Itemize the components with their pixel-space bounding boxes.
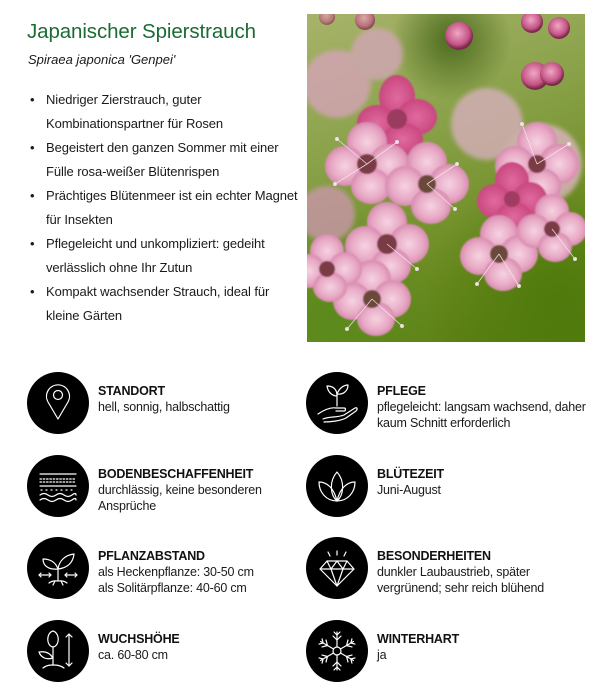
feature-winterhart (306, 620, 586, 684)
soil-layers-icon (27, 455, 89, 517)
bullet-text: Kompakt wachsender Strauch, ideal für kleine Gärten (46, 284, 270, 323)
feature-value: durchlässig, keine besonderen Ansprüche (98, 483, 262, 513)
plant-height-icon (27, 620, 89, 682)
feature-label: PFLANZABSTAND (98, 549, 205, 563)
botanical-name: Spiraea japonica 'Genpei' (28, 52, 176, 67)
flower-illustration (307, 14, 585, 342)
feature-pflege (306, 372, 586, 436)
feature-label: WUCHSHÖHE (98, 632, 180, 646)
product-photo (307, 14, 585, 342)
feature-value: Juni-August (377, 483, 441, 497)
feature-value: pflegeleicht: langsam wachsend, daher kaum Schnitt erforderlich (377, 400, 586, 430)
feature-value: ja (377, 648, 387, 662)
bullet-marker: • (30, 92, 35, 107)
bullet-text: Pflegeleicht und unkompliziert: gedeiht verlässlich ohne Ihr Zutun (46, 236, 265, 275)
diamond-icon (306, 537, 368, 599)
bullet-marker: • (30, 236, 35, 251)
bullet-item (28, 184, 298, 232)
feature-value-line: als Solitärpflanze: 40-60 cm (98, 580, 247, 595)
bullet-item (28, 136, 298, 184)
feature-value (98, 565, 313, 596)
bullet-text: Niedriger Zierstrauch, guter Kombinationspartner für Rosen (46, 92, 224, 131)
product-title: Japanischer Spierstrauch (27, 20, 256, 43)
plant-spacing-icon (27, 537, 89, 599)
feature-wuchshoehe (27, 620, 307, 684)
feature-value-line: als Heckenpflanze: 30-50 cm (98, 565, 254, 579)
feature-label: BLÜTEZEIT (377, 467, 444, 481)
feature-standort (27, 372, 307, 436)
plant-in-hand-icon (306, 372, 368, 434)
bullet-marker: • (30, 284, 35, 299)
snowflake-icon (306, 620, 368, 682)
feature-label: STANDORT (98, 384, 165, 398)
feature-bluetezeit (306, 455, 586, 519)
feature-label: BODENBESCHAFFENHEIT (98, 467, 254, 481)
feature-bullet-list (28, 88, 298, 328)
bullet-text: Begeistert den ganzen Sommer mit einer Fülle rosa-weißer Blütenrispen (46, 140, 279, 179)
feature-label: BESONDERHEITEN (377, 549, 491, 563)
bullet-item (28, 88, 298, 136)
bullet-item (28, 280, 298, 328)
feature-label: WINTERHART (377, 632, 460, 646)
feature-value: hell, sonnig, halbschattig (98, 400, 230, 414)
feature-bodenbeschaffenheit (27, 455, 307, 519)
feature-label: PFLEGE (377, 384, 426, 398)
lotus-flower-icon (306, 455, 368, 517)
feature-besonderheiten (306, 537, 586, 601)
feature-value: dunkler Laubaustrieb, später vergrünend; sehr reich blühend (377, 565, 545, 595)
feature-pflanzabstand (27, 537, 307, 601)
bullet-marker: • (30, 188, 35, 203)
bullet-text: Prächtiges Blütenmeer ist ein echter Magnet für Insekten (46, 188, 298, 227)
bullet-item (28, 232, 298, 280)
feature-value: ca. 60-80 cm (98, 648, 168, 662)
location-pin-icon (27, 372, 89, 434)
bullet-marker: • (30, 140, 35, 155)
